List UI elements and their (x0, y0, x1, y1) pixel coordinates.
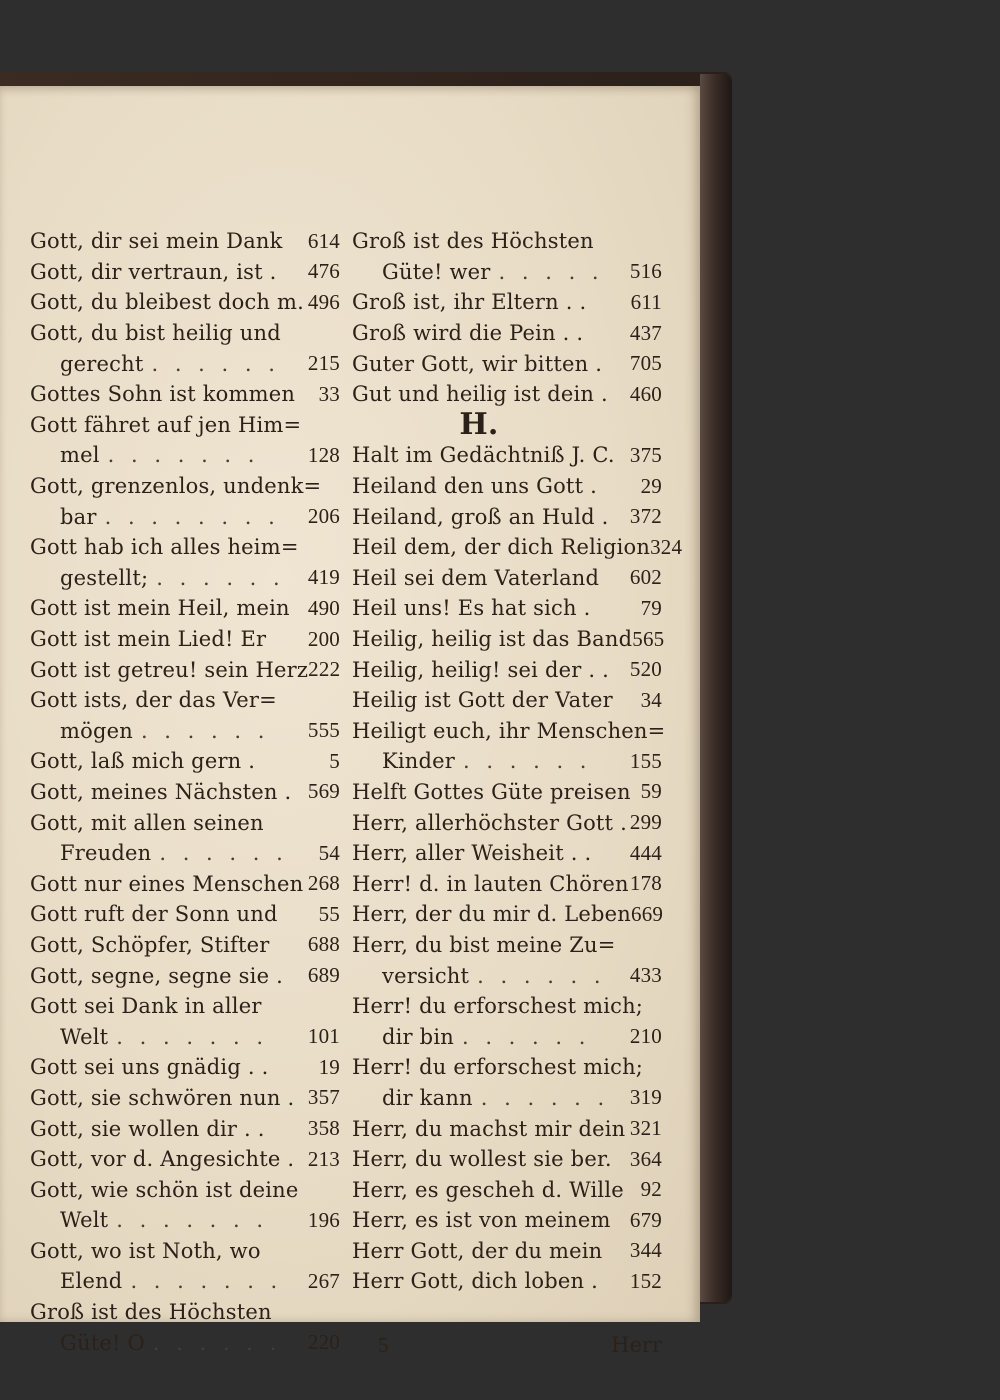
hymn-number: 364 (629, 1146, 662, 1171)
hymn-number: 433 (629, 963, 662, 988)
index-entry (352, 777, 662, 808)
hymn-number: 419 (307, 565, 340, 590)
entry-text: Herr! d. in lauten Chören (352, 871, 629, 896)
hymn-number: 490 (307, 595, 340, 620)
index-entry (352, 1052, 662, 1083)
index-entry (30, 379, 340, 410)
hymn-number: 516 (629, 259, 662, 284)
index-entry (30, 1144, 340, 1175)
index-entry (30, 807, 340, 838)
leader-dots: . . . . . . . . (104, 504, 280, 529)
hymn-number: 267 (307, 1268, 340, 1293)
entry-text: Guter Gott, wir bitten . (352, 351, 603, 376)
index-entry (352, 1205, 662, 1236)
entry-text: Heil sei dem Vaterland (352, 565, 600, 590)
entry-text: Gott sei Dank in aller (30, 994, 262, 1019)
hymn-number: 705 (629, 351, 662, 376)
index-entry (30, 1266, 340, 1297)
index-entry (352, 807, 662, 838)
book-spine (700, 74, 732, 1302)
page-footer (352, 1329, 662, 1361)
hymn-number: 206 (307, 504, 340, 529)
entry-text: Gott ist getreu! sein Herz (30, 657, 309, 682)
leader-dots: . . . . . . . (107, 443, 260, 468)
index-entry (352, 685, 662, 716)
hymn-number: 344 (629, 1238, 662, 1263)
index-entry (30, 746, 340, 777)
index-entry (352, 746, 662, 777)
index-entry (30, 991, 340, 1022)
hymn-number: 555 (307, 718, 340, 743)
leader-dots: . . . . . . (152, 1330, 282, 1355)
entry-text: Herr, du bist meine Zu= (352, 932, 616, 957)
index-entry (352, 593, 662, 624)
hymn-number: 375 (629, 442, 662, 467)
entry-text: Halt im Gedächtniß J. C. (352, 443, 615, 468)
entry-text: dir kann (382, 1085, 473, 1110)
index-entry (352, 1021, 662, 1052)
hymn-number: 689 (307, 963, 340, 988)
hymn-number: 688 (307, 932, 340, 957)
entry-text: Freuden (60, 841, 152, 866)
index-entry (352, 471, 662, 502)
hymn-number: 614 (307, 228, 340, 253)
index-entry (30, 1113, 340, 1144)
hymn-number: 5 (329, 748, 340, 773)
hymn-number: 476 (307, 259, 340, 284)
index-column-right (352, 226, 683, 1297)
entry-text: Gott, vor d. Angesichte . (30, 1147, 295, 1172)
entry-text: Gott, sie wollen dir . . (30, 1116, 265, 1141)
index-entry (30, 410, 340, 441)
hymn-number: 669 (631, 901, 664, 926)
entry-text: Gott sei uns gnädig . . (30, 1055, 269, 1080)
hymn-number: 460 (629, 381, 662, 406)
hymn-number: 565 (632, 626, 665, 651)
entry-text: Gott, dir vertraun, ist . (30, 259, 277, 284)
entry-text: Gott fähret auf jen Him= (30, 412, 302, 437)
entry-text: Gott nur eines Menschen (30, 871, 304, 896)
index-entry (30, 1205, 340, 1236)
index-entry (352, 532, 683, 563)
index-entry (352, 838, 662, 869)
index-entry (352, 379, 662, 410)
entry-text: Gottes Sohn ist kommen (30, 382, 296, 407)
entry-text: Herr, der du mir d. Leben (352, 902, 631, 927)
index-entry (30, 1174, 340, 1205)
index-entry (30, 624, 340, 655)
hymn-number: 215 (307, 351, 340, 376)
index-entry (352, 960, 662, 991)
hymn-number: 679 (629, 1207, 662, 1232)
entry-text: Herr Gott, dich loben . (352, 1269, 598, 1294)
leader-dots: . . . . . . (159, 841, 288, 866)
hymn-number: 29 (640, 473, 662, 498)
index-entry (352, 654, 662, 685)
hymn-number: 128 (307, 442, 340, 467)
index-entry (352, 318, 662, 349)
entry-text: Gott, mit allen seinen (30, 810, 264, 835)
hymn-number: 324 (650, 534, 683, 559)
entry-text: gestellt; (60, 565, 149, 590)
index-entry (352, 287, 662, 318)
index-entry (30, 318, 340, 349)
hymn-number: 357 (307, 1085, 340, 1110)
entry-text: Gott, dir sei mein Dank (30, 229, 283, 254)
index-entry (352, 563, 662, 594)
section-letter: H. (459, 407, 499, 443)
entry-text: Gott, wie schön ist deine (30, 1177, 299, 1202)
hymn-number: 611 (630, 289, 662, 314)
entry-text: Gott, wo ist Noth, wo (30, 1238, 261, 1263)
index-entry (352, 501, 662, 532)
index-entry (352, 226, 662, 257)
leader-dots: . . . . . . . (116, 1208, 269, 1233)
hymn-number: 59 (640, 779, 662, 804)
entry-text: Herr, es ist von meinem (352, 1208, 611, 1233)
leader-dots: . . . . . . (461, 1024, 591, 1049)
entry-text: Herr! du erforschest mich; (352, 994, 644, 1019)
index-entry (30, 563, 340, 594)
index-entry (30, 716, 340, 747)
index-entry (30, 348, 340, 379)
index-entry (352, 1113, 662, 1144)
index-column-left (30, 226, 340, 1358)
index-entry (352, 930, 662, 961)
entry-text: Welt (60, 1208, 109, 1233)
hymn-number: 196 (307, 1207, 340, 1232)
entry-text: Heilig, heilig ist das Band (352, 627, 633, 652)
index-entry (30, 532, 340, 563)
catchword: Herr (611, 1333, 662, 1357)
entry-text: Herr, du wollest sie ber. (352, 1147, 612, 1172)
entry-text: Heil dem, der dich Religion (352, 535, 651, 560)
entry-text: Groß ist des Höchsten (352, 229, 594, 254)
hymn-number: 299 (629, 810, 662, 835)
index-entry (30, 777, 340, 808)
section-heading (352, 407, 662, 443)
entry-text: Herr, es gescheh d. Wille (352, 1177, 624, 1202)
entry-text: Herr Gott, der du mein (352, 1238, 603, 1263)
entry-text: Gott, grenzenlos, undenk= (30, 474, 322, 499)
index-entry (30, 471, 340, 502)
index-entry (352, 1083, 662, 1114)
entry-text: Gott, du bleibest doch m. (30, 290, 304, 315)
entry-text: Groß ist des Höchsten (30, 1300, 272, 1325)
hymn-number: 155 (629, 748, 662, 773)
index-entry (352, 868, 662, 899)
index-entry (352, 257, 662, 288)
entry-text: Gott ist mein Heil, mein (30, 596, 290, 621)
entry-text: Gott, meines Nächsten . (30, 779, 292, 804)
index-entry (30, 960, 340, 991)
hymn-number: 34 (640, 687, 662, 712)
hymn-number: 569 (307, 779, 340, 804)
index-entry (30, 1052, 340, 1083)
entry-text: Groß wird die Pein . . (352, 321, 584, 346)
hymn-number: 520 (629, 657, 662, 682)
entry-text: Herr! du erforschest mich; (352, 1055, 644, 1080)
hymn-number: 220 (307, 1330, 340, 1355)
entry-text: mögen (60, 718, 133, 743)
leader-dots: . . . . . . (480, 1085, 610, 1110)
index-entry (30, 257, 340, 288)
hymn-number: 54 (318, 840, 340, 865)
entry-text: dir bin (382, 1024, 454, 1049)
leader-dots: . . . . . . (151, 351, 280, 376)
index-entry (352, 348, 662, 379)
index-entry (30, 868, 340, 899)
index-entry (30, 226, 340, 257)
index-entry (352, 440, 662, 471)
index-entry (352, 716, 666, 747)
index-entry (352, 624, 665, 655)
index-entry (30, 654, 340, 685)
hymn-number: 79 (640, 595, 662, 620)
entry-text: Heiland, groß an Huld . (352, 504, 609, 529)
index-entry (30, 1083, 340, 1114)
index-entry (352, 899, 662, 930)
index-entry (30, 930, 340, 961)
index-entry (30, 1327, 340, 1358)
entry-text: Gott, Schöpfer, Stifter (30, 932, 270, 957)
entry-text: Heilig ist Gott der Vater (352, 688, 613, 713)
entry-text: Gott, sie schwören nun . (30, 1085, 295, 1110)
entry-text: Heiligt euch, ihr Menschen= (352, 718, 666, 743)
entry-text: bar (60, 504, 97, 529)
hymn-number: 222 (308, 657, 341, 682)
entry-text: Güte! O (60, 1330, 145, 1355)
leader-dots: . . . . . . . (116, 1024, 269, 1049)
entry-text: Kinder (382, 749, 456, 774)
entry-text: Güte! wer (382, 259, 491, 284)
hymn-number: 92 (640, 1177, 662, 1202)
hymn-number: 496 (307, 289, 340, 314)
hymn-number: 178 (629, 871, 662, 896)
index-entry (30, 593, 340, 624)
index-entry (352, 1174, 662, 1205)
leader-dots: . . . . . . (463, 749, 592, 774)
hymn-number: 213 (307, 1146, 340, 1171)
leader-dots: . . . . . . (156, 565, 285, 590)
entry-text: Heilig, heilig! sei der . . (352, 657, 609, 682)
hymn-number: 444 (629, 840, 662, 865)
index-entry (30, 287, 340, 318)
entry-text: Gott, segne, segne sie . (30, 963, 283, 988)
entry-text: Welt (60, 1024, 109, 1049)
entry-text: versicht (382, 963, 470, 988)
index-entry (352, 1266, 662, 1297)
index-entry (352, 991, 662, 1022)
hymn-number: 55 (318, 901, 340, 926)
entry-text: Helft Gottes Güte preisen (352, 779, 631, 804)
hymn-number: 372 (629, 504, 662, 529)
entry-text: mel (60, 443, 100, 468)
hymn-number: 210 (629, 1024, 662, 1049)
entry-text: Groß ist, ihr Eltern . . (352, 290, 587, 315)
hymn-number: 321 (629, 1116, 662, 1141)
entry-text: Gut und heilig ist dein . (352, 382, 608, 407)
index-entry (30, 1236, 340, 1267)
index-entry (30, 838, 340, 869)
hymn-number: 319 (629, 1085, 662, 1110)
index-entry (30, 1021, 340, 1052)
entry-text: Gott ist mein Lied! Er (30, 627, 267, 652)
hymn-number: 200 (307, 626, 340, 651)
hymn-number: 602 (629, 565, 662, 590)
leader-dots: . . . . . . (140, 718, 270, 743)
index-entry (352, 1144, 662, 1175)
index-page (0, 86, 700, 1357)
page-number: 5 (378, 1332, 389, 1357)
index-entry (30, 501, 340, 532)
hymn-number: 268 (307, 871, 340, 896)
leader-dots: . . . . . (498, 259, 604, 284)
entry-text: Herr, aller Weisheit . . (352, 841, 592, 866)
entry-text: Gott, du bist heilig und (30, 321, 281, 346)
hymn-number: 19 (318, 1054, 340, 1079)
index-entry (352, 1236, 662, 1267)
entry-text: Heiland den uns Gott . (352, 474, 597, 499)
index-entry (30, 685, 340, 716)
leader-dots: . . . . . . . (130, 1269, 283, 1294)
index-entry (30, 440, 340, 471)
entry-text: Gott ruft der Sonn und (30, 902, 278, 927)
hymn-number: 33 (318, 381, 340, 406)
entry-text: gerecht (60, 351, 144, 376)
index-entry (30, 1297, 340, 1328)
hymn-number: 358 (307, 1116, 340, 1141)
entry-text: Herr, du machst mir dein (352, 1116, 626, 1141)
entry-text: Gott hab ich alles heim= (30, 535, 299, 560)
leader-dots: . . . . . . (477, 963, 606, 988)
entry-text: Heil uns! Es hat sich . (352, 596, 591, 621)
entry-text: Elend (60, 1269, 123, 1294)
hymn-number: 437 (629, 320, 662, 345)
hymn-number: 101 (307, 1024, 340, 1049)
index-entry (30, 899, 340, 930)
entry-text: Gott, laß mich gern . (30, 749, 256, 774)
entry-text: Gott ists, der das Ver= (30, 688, 277, 713)
entry-text: Herr, allerhöchster Gott . (352, 810, 627, 835)
hymn-number: 152 (629, 1268, 662, 1293)
